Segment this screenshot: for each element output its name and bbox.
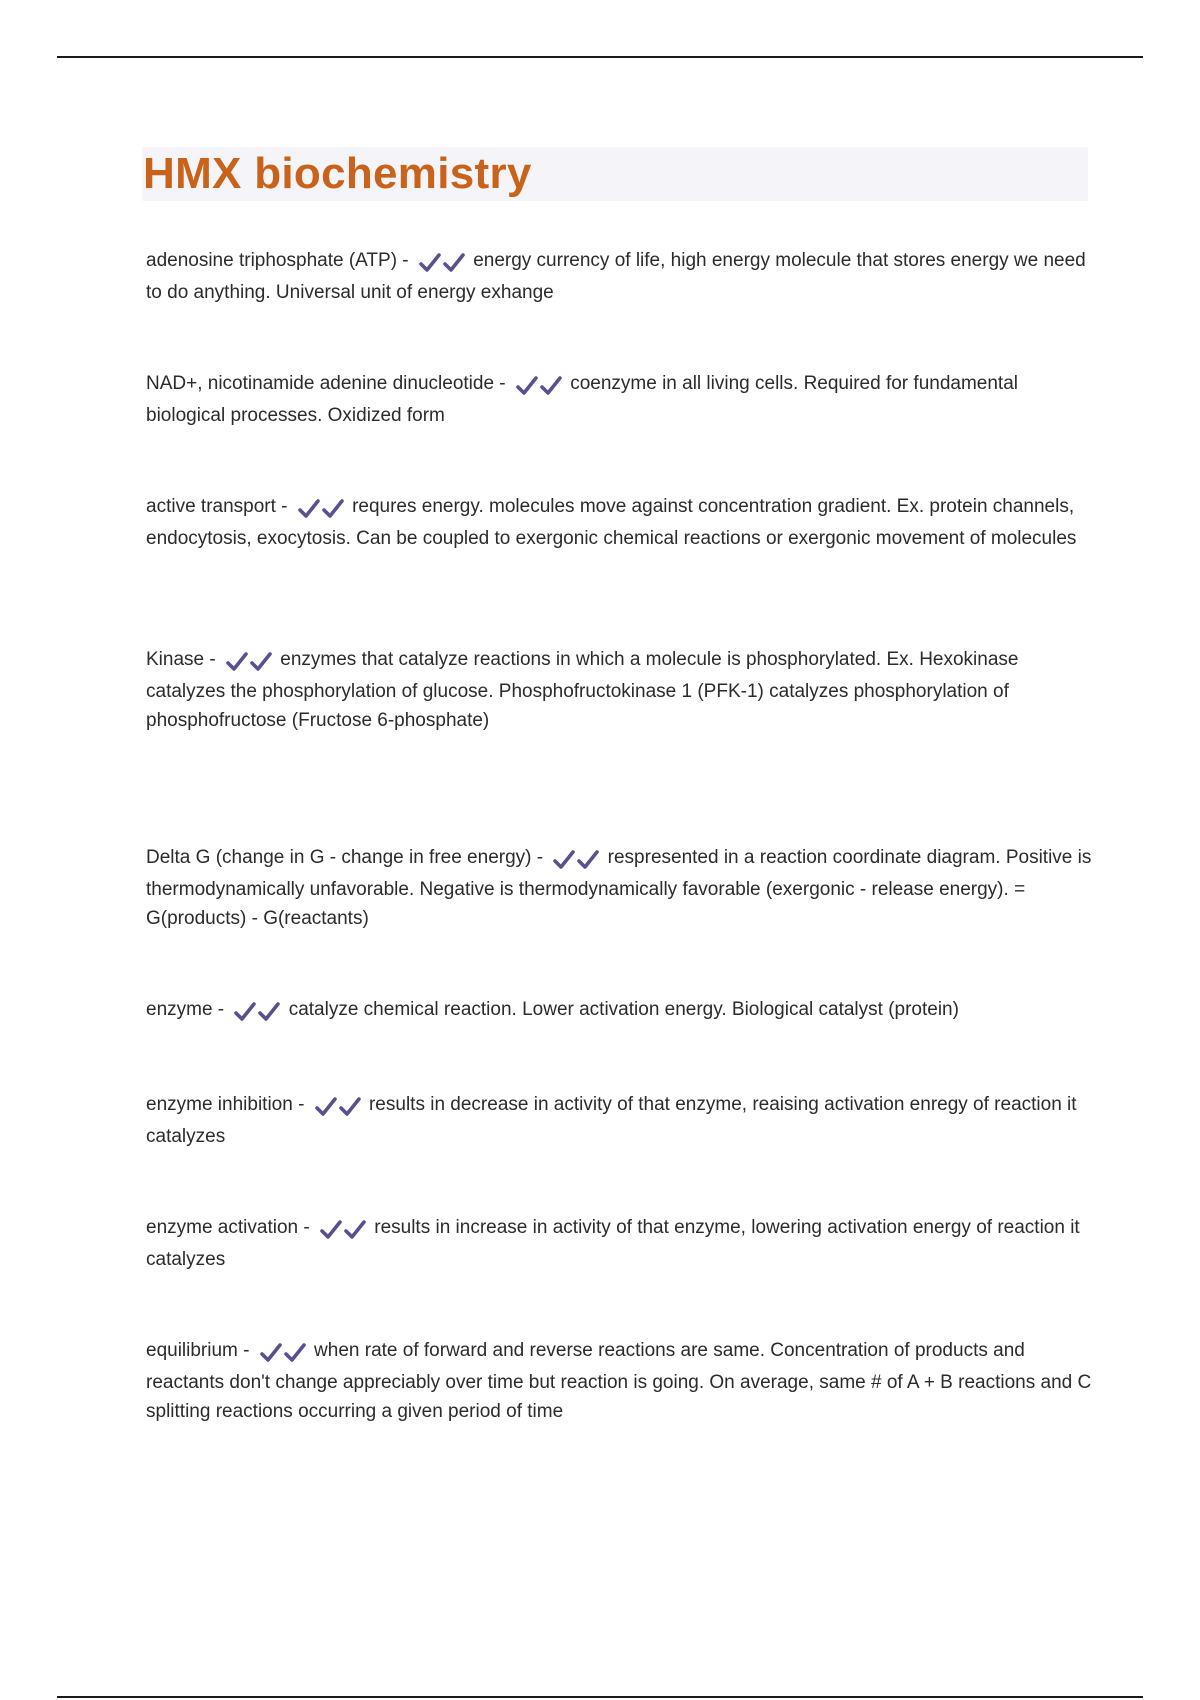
- entry-active-transport: [146, 492, 1096, 553]
- double-check-icon: [418, 248, 466, 278]
- double-check-icon: [225, 647, 273, 677]
- bottom-rule: [57, 1696, 1143, 1698]
- document-title: HMX biochemistry: [143, 149, 532, 198]
- entry-definition: energy currency of life, high energy molecule that stores energy we need to do anything. Universal unit of energy exhange: [146, 250, 1086, 303]
- entry-enzyme: [146, 995, 1096, 1027]
- entry-equilibrium: [146, 1336, 1096, 1427]
- entry-definition: results in decrease in activity of that enzyme, reaising activation enregy of reaction it catalyzes: [146, 1094, 1077, 1147]
- entry-term: Delta G (change in G - change in free energy) -: [146, 847, 544, 868]
- entry-atp: [146, 246, 1096, 307]
- entry-enzyme-activation: [146, 1213, 1096, 1274]
- double-check-icon: [233, 997, 281, 1027]
- entry-term: NAD+, nicotinamide adenine dinucleotide -: [146, 373, 506, 394]
- double-check-icon: [297, 494, 345, 524]
- entry-definition: respresented in a reaction coordinate diagram. Positive is thermodynamically unfavorable. Negative is thermodynamically favorable (exergonic - release energy). = G(products) - G(reactants): [146, 847, 1092, 929]
- entry-term: enzyme inhibition -: [146, 1094, 305, 1115]
- entry-term: active transport -: [146, 496, 288, 517]
- entry-definition: requres energy. molecules move against concentration gradient. Ex. protein channels, endocytosis, exocytosis. Can be coupled to exergonic chemical reactions or exergonic movement of molecules: [146, 496, 1077, 549]
- title-band: [142, 147, 1088, 201]
- entry-term: enzyme activation -: [146, 1217, 310, 1238]
- entry-delta-g: [146, 843, 1096, 934]
- top-rule: [57, 56, 1143, 58]
- entry-nad: [146, 369, 1096, 430]
- double-check-icon: [319, 1215, 367, 1245]
- entry-kinase: [146, 645, 1096, 736]
- entry-term: Kinase -: [146, 649, 216, 670]
- entry-definition: enzymes that catalyze reactions in which a molecule is phosphorylated. Ex. Hexokinase catalyzes the phosphorylation of glucose. Phosphofructokinase 1 (PFK-1) catalyzes phosphorylation of phosphofructose (Fructose 6-phosphate): [146, 649, 1019, 731]
- entry-definition: coenzyme in all living cells. Required for fundamental biological processes. Oxidized form: [146, 373, 1018, 426]
- document-body: [143, 147, 1096, 1422]
- double-check-icon: [314, 1092, 362, 1122]
- entry-definition: catalyze chemical reaction. Lower activation energy. Biological catalyst (protein): [288, 999, 959, 1020]
- double-check-icon: [259, 1338, 307, 1368]
- entry-definition: results in increase in activity of that enzyme, lowering activation energy of reaction it catalyzes: [146, 1217, 1080, 1270]
- entry-term: adenosine triphosphate (ATP) -: [146, 250, 409, 271]
- entry-definition: when rate of forward and reverse reactions are same. Concentration of products and reactants don't change appreciably over time but reaction is going. On average, same # of A + B reactions and C splitting reactions occurring a given period of time: [146, 1340, 1092, 1422]
- entry-term: enzyme -: [146, 999, 225, 1020]
- double-check-icon: [515, 371, 563, 401]
- entry-term: equilibrium -: [146, 1340, 250, 1361]
- double-check-icon: [552, 845, 600, 875]
- entry-enzyme-inhibition: [146, 1090, 1096, 1151]
